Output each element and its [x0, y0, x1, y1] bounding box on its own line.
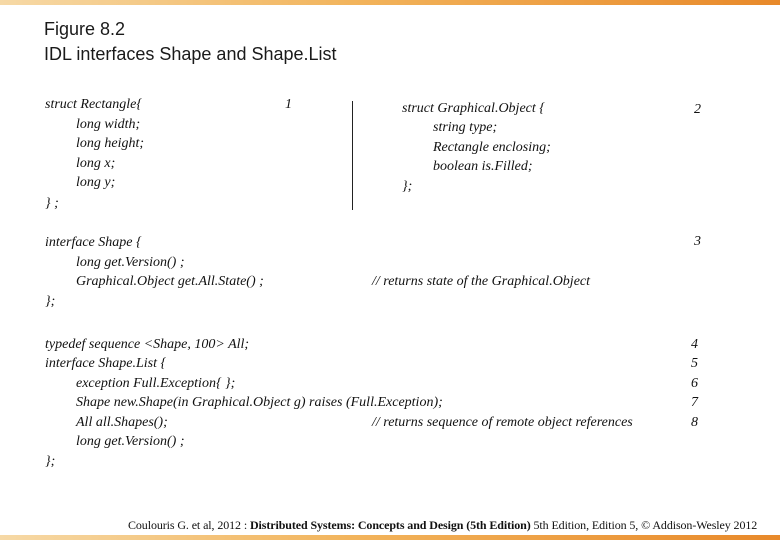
- citation-prefix: Coulouris G. et al, 2012 :: [128, 518, 250, 532]
- figure-number: Figure 8.2: [44, 19, 126, 39]
- citation-footer: [128, 518, 757, 533]
- line-number: 8: [691, 415, 698, 430]
- line-number: 2: [694, 102, 701, 117]
- citation-suffix: 5th Edition, Edition 5, © Addison-Wesley 2012: [530, 518, 758, 532]
- code-line: };: [45, 454, 56, 469]
- top-accent-bar: [0, 0, 780, 5]
- code-line: struct Rectangle{: [45, 97, 142, 112]
- code-line: exception Full.Exception{ };: [76, 376, 236, 391]
- code-line: long get.Version() ;: [76, 255, 185, 270]
- code-line: boolean is.Filled;: [433, 159, 533, 174]
- bottom-accent-bar: [0, 535, 780, 540]
- code-line: Graphical.Object get.All.State() ;: [76, 274, 264, 289]
- code-line: long height;: [76, 136, 145, 151]
- divider-line: [352, 101, 353, 210]
- code-line: All all.Shapes();: [76, 415, 168, 430]
- line-number: 1: [285, 97, 292, 112]
- code-line: interface Shape.List {: [45, 356, 167, 371]
- figure-title: IDL interfaces Shape and Shape.List: [44, 44, 337, 64]
- code-line: interface Shape {: [45, 235, 142, 250]
- code-line: long get.Version() ;: [76, 434, 185, 449]
- code-comment: // returns state of the Graphical.Object: [372, 274, 591, 289]
- line-number: 5: [691, 356, 698, 371]
- line-number: 4: [691, 337, 698, 352]
- code-line: } ;: [45, 196, 59, 211]
- line-number: 7: [691, 395, 698, 410]
- code-line: long x;: [76, 156, 116, 171]
- code-line: Shape new.Shape(in Graphical.Object g) raises (Full.Exception);: [76, 395, 443, 410]
- code-line: long y;: [76, 175, 116, 190]
- code-line: typedef sequence <Shape, 100> All;: [45, 337, 250, 352]
- code-comment: // returns sequence of remote object references: [372, 415, 633, 430]
- line-number: 6: [691, 376, 698, 391]
- citation-book-title: Distributed Systems: Concepts and Design (5th Edition): [249, 518, 531, 532]
- code-line: long width;: [76, 117, 141, 132]
- code-line: string type;: [433, 120, 498, 135]
- code-line: };: [402, 179, 413, 194]
- code-line: Rectangle enclosing;: [433, 140, 551, 155]
- line-number: 3: [694, 234, 701, 249]
- code-line: struct Graphical.Object {: [402, 101, 545, 116]
- code-line: };: [45, 294, 56, 309]
